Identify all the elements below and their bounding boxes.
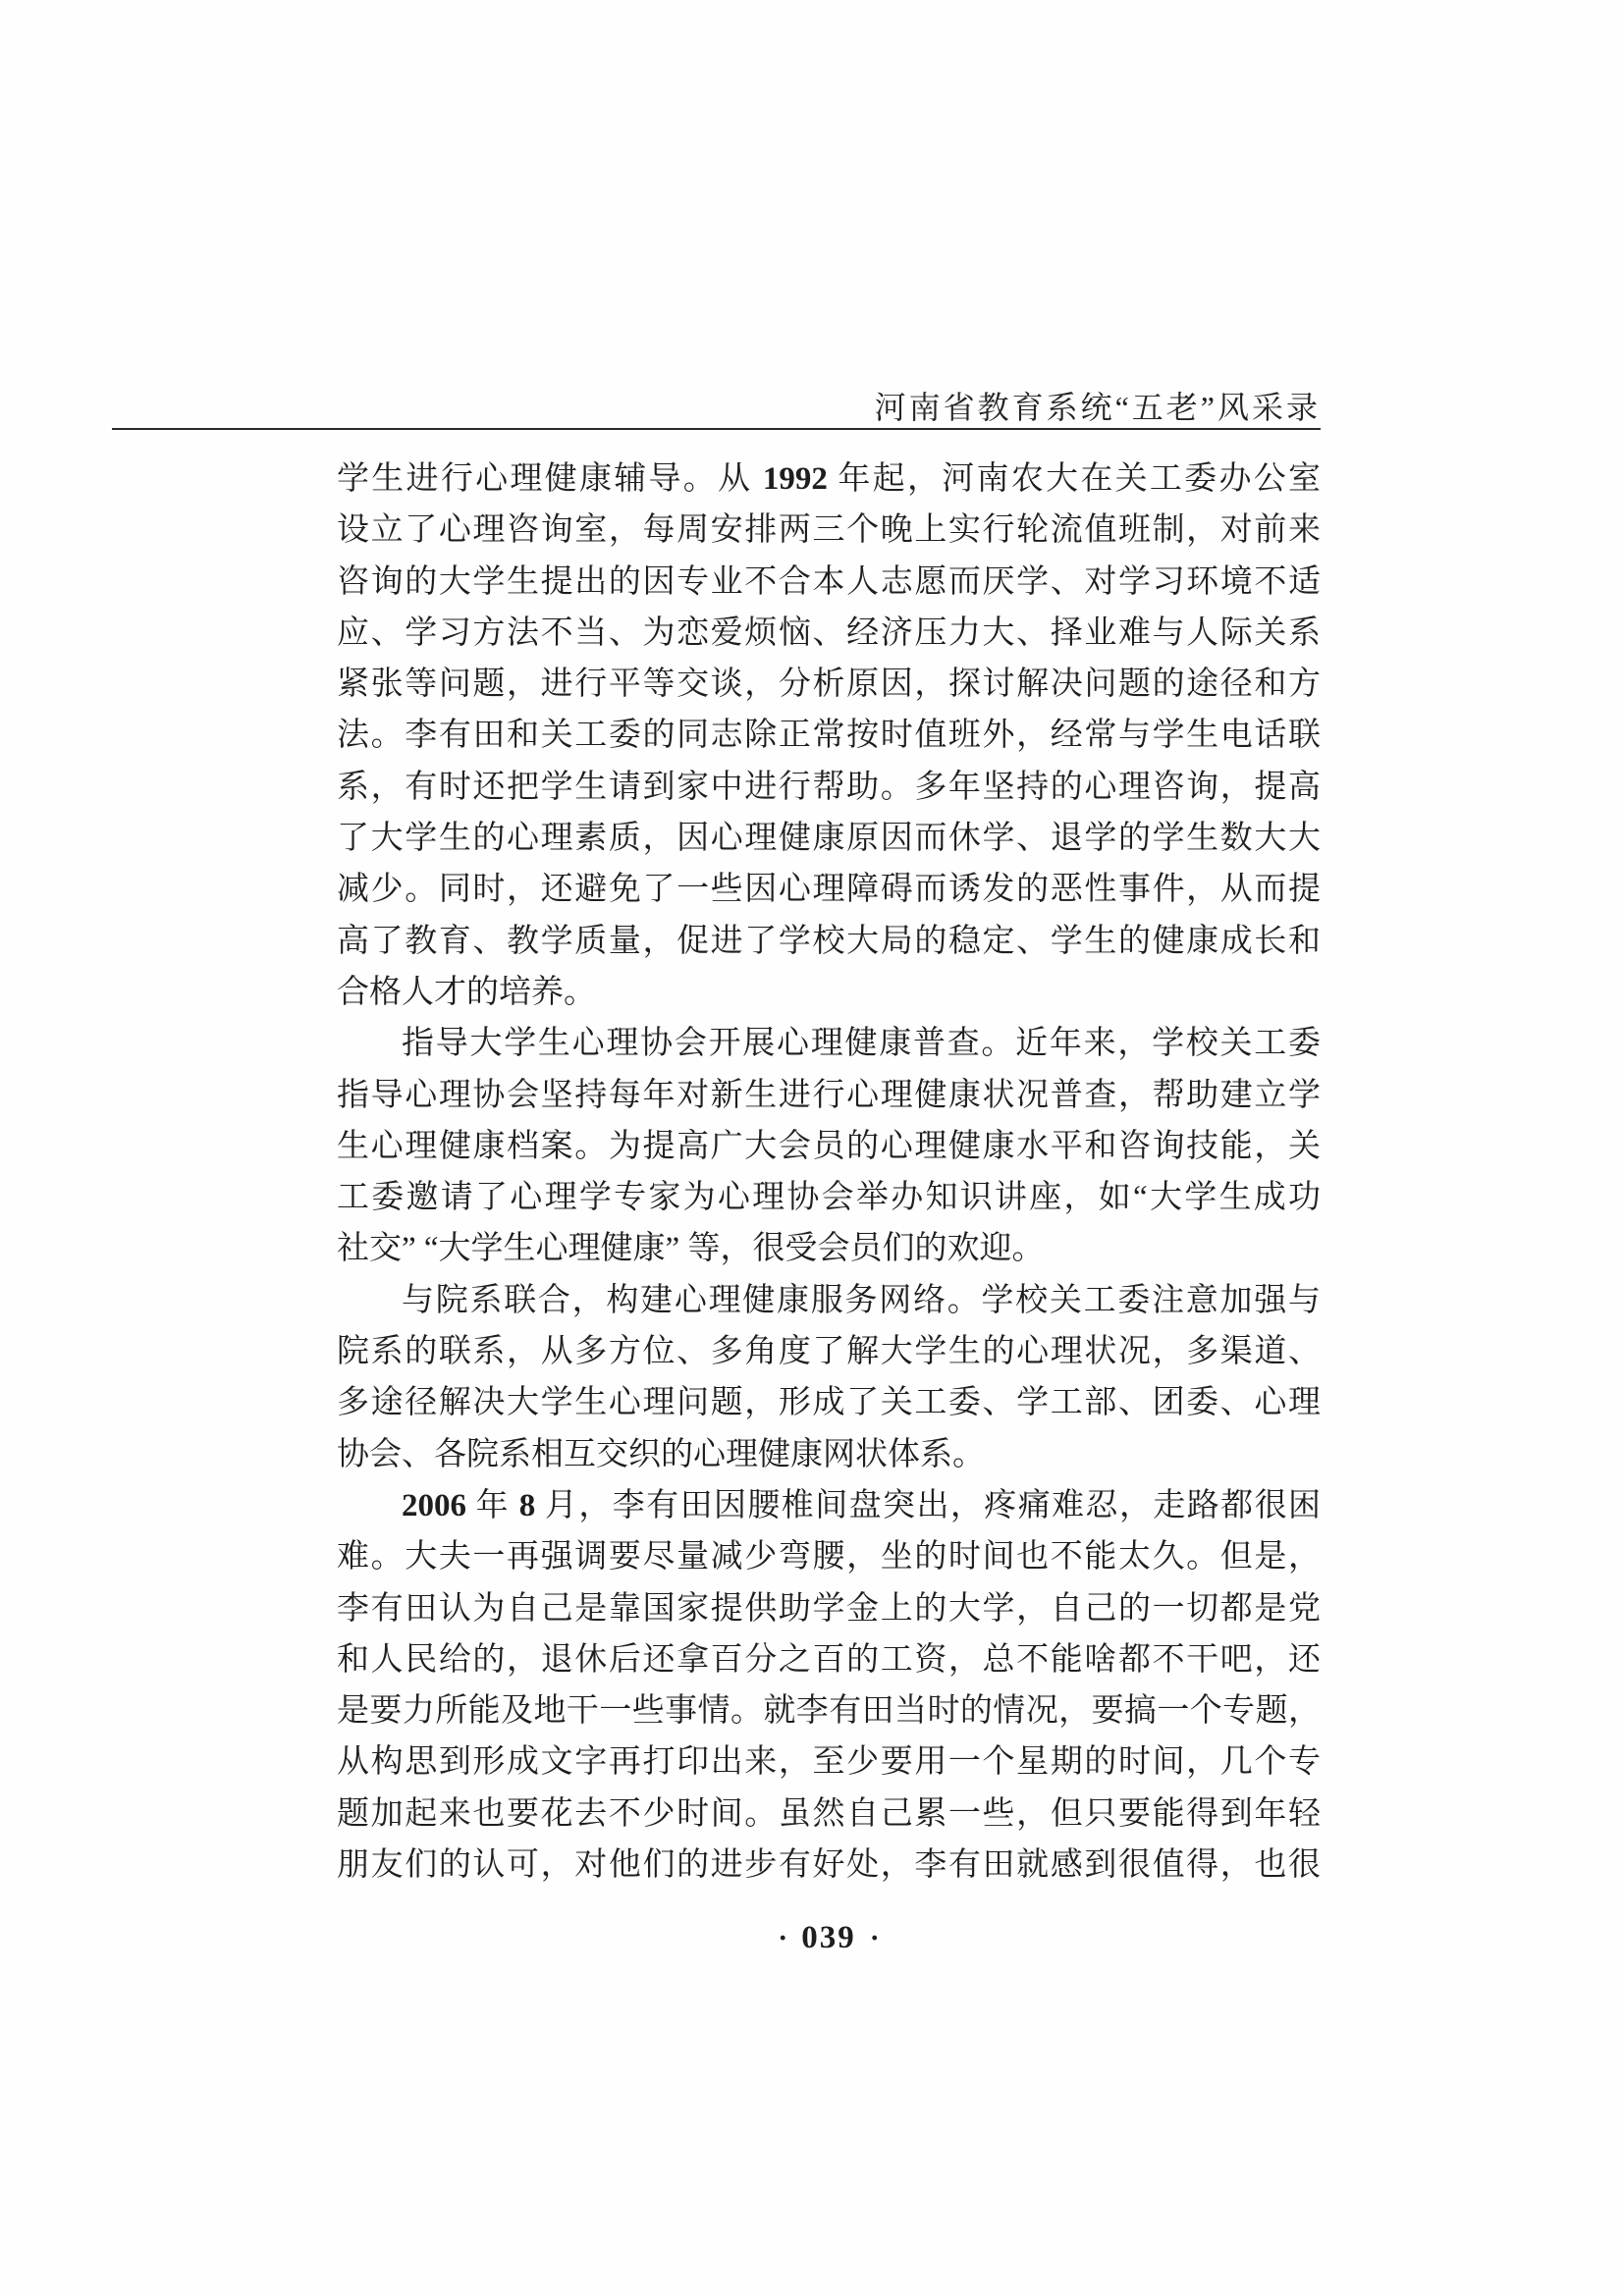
text-segment: 合格人才的培养。	[337, 974, 596, 1010]
page-header-title: 河南省教育系统“五老”风采录	[874, 390, 1321, 425]
text-segment: 紧张等问题，进行平等交谈，分析原因，探讨解决问题的途径和方	[337, 667, 1321, 703]
bold-number: 2006	[402, 1487, 466, 1523]
text-segment: 协会、各院系相互交织的心理健康网状体系。	[337, 1436, 985, 1472]
text-segment: 学生进行心理健康辅导。从	[337, 461, 763, 497]
text-line	[337, 1275, 1321, 1326]
text-segment: 与院系联合，构建心理健康服务网络。学校关工委注意加强与	[402, 1282, 1321, 1318]
page-number	[337, 1920, 1321, 1956]
text-line	[337, 762, 1321, 813]
text-line	[337, 1736, 1321, 1788]
text-line	[337, 1685, 1321, 1736]
text-line	[337, 864, 1321, 915]
text-line	[337, 1531, 1321, 1582]
text-segment: 应、学习方法不当、为恋爱烦恼、经济压力大、择业难与人际关系	[337, 614, 1321, 651]
text-segment: 朋友们的认可，对他们的进步有好处，李有田就感到很值得，也很	[337, 1847, 1321, 1884]
text-segment: 咨询的大学生提出的因专业不合本人志愿而厌学、对学习环境不适	[337, 563, 1321, 600]
text-line	[337, 813, 1321, 864]
text-line	[337, 1634, 1321, 1685]
text-line	[337, 1480, 1321, 1531]
text-line	[337, 1172, 1321, 1223]
text-segment: 院系的联系，从多方位、多角度了解大学生的心理状况，多渠道、	[337, 1334, 1321, 1370]
text-line	[337, 710, 1321, 761]
text-segment: 李有田认为自己是靠国家提供助学金上的大学，自己的一切都是党	[337, 1590, 1321, 1627]
text-segment: 和人民给的，退休后还拿百分之百的工资，总不能啥都不干吧，还	[337, 1641, 1321, 1678]
text-line	[337, 454, 1321, 505]
text-segment: 难。大夫一再强调要尽量减少弯腰，坐的时间也不能太久。但是，	[337, 1539, 1321, 1575]
text-segment: 系，有时还把学生请到家中进行帮助。多年坚持的心理咨询，提高	[337, 769, 1321, 805]
text-segment: 减少。同时，还避免了一些因心理障碍而诱发的恶性事件，从而提	[337, 872, 1321, 908]
text-segment: 从构思到形成文字再打印出来，至少要用一个星期的时间，几个专	[337, 1744, 1321, 1781]
header-rule	[112, 428, 1321, 430]
text-line	[337, 1070, 1321, 1121]
text-line	[337, 916, 1321, 967]
text-segment: 高了教育、教学质量，促进了学校大局的稳定、学生的健康成长和	[337, 923, 1321, 959]
text-line	[337, 557, 1321, 608]
text-segment: 是要力所能及地干一些事情。就李有田当时的情况，要搞一个专题，	[337, 1693, 1321, 1730]
bold-number: 1992	[762, 461, 828, 497]
text-line	[337, 1121, 1321, 1172]
text-line	[337, 967, 1321, 1018]
page-number-dot-right: ·	[869, 1921, 880, 1954]
text-line	[337, 1223, 1321, 1274]
text-line	[337, 1789, 1321, 1840]
bold-number: 8	[518, 1487, 536, 1523]
text-segment: 指导大学生心理协会开展心理健康普查。近年来，学校关工委	[402, 1026, 1321, 1062]
text-segment: 年	[466, 1487, 519, 1523]
text-line	[337, 1377, 1321, 1428]
text-line	[337, 505, 1321, 556]
text-segment: 生心理健康档案。为提高广大会员的心理健康水平和咨询技能，关	[337, 1128, 1321, 1164]
page-number-dot-left: ·	[778, 1921, 788, 1954]
text-line	[337, 1429, 1321, 1480]
text-segment: 月，李有田因腰椎间盘突出，疼痛难忍，走路都很困	[535, 1487, 1322, 1523]
text-segment: 设立了心理咨询室，每周安排两三个晚上实行轮流值班制，对前来	[337, 512, 1321, 549]
text-segment: 年起，河南农大在关工委办公室	[827, 461, 1322, 497]
text-line	[337, 608, 1321, 659]
body-text	[337, 454, 1321, 1891]
text-line	[337, 1326, 1321, 1377]
text-line	[337, 1840, 1321, 1891]
text-segment: 多途径解决大学生心理问题，形成了关工委、学工部、团委、心理	[337, 1385, 1321, 1421]
text-segment: 工委邀请了心理学专家为心理协会举办知识讲座，如“大学生成功	[337, 1180, 1321, 1216]
text-line	[337, 1018, 1321, 1069]
text-line	[337, 1583, 1321, 1634]
text-segment: 法。李有田和关工委的同志除正常按时值班外，经常与学生电话联	[337, 718, 1321, 754]
text-segment: 了大学生的心理素质，因心理健康原因而休学、退学的学生数大大	[337, 821, 1321, 857]
text-segment: 指导心理协会坚持每年对新生进行心理健康状况普查，帮助建立学	[337, 1077, 1321, 1113]
page-number-value: 039	[801, 1920, 856, 1955]
text-line	[337, 659, 1321, 710]
text-segment: 社交” “大学生心理健康” 等，很受会员们的欢迎。	[337, 1231, 1045, 1267]
text-segment: 题加起来也要花去不少时间。虽然自己累一些，但只要能得到年轻	[337, 1795, 1321, 1832]
